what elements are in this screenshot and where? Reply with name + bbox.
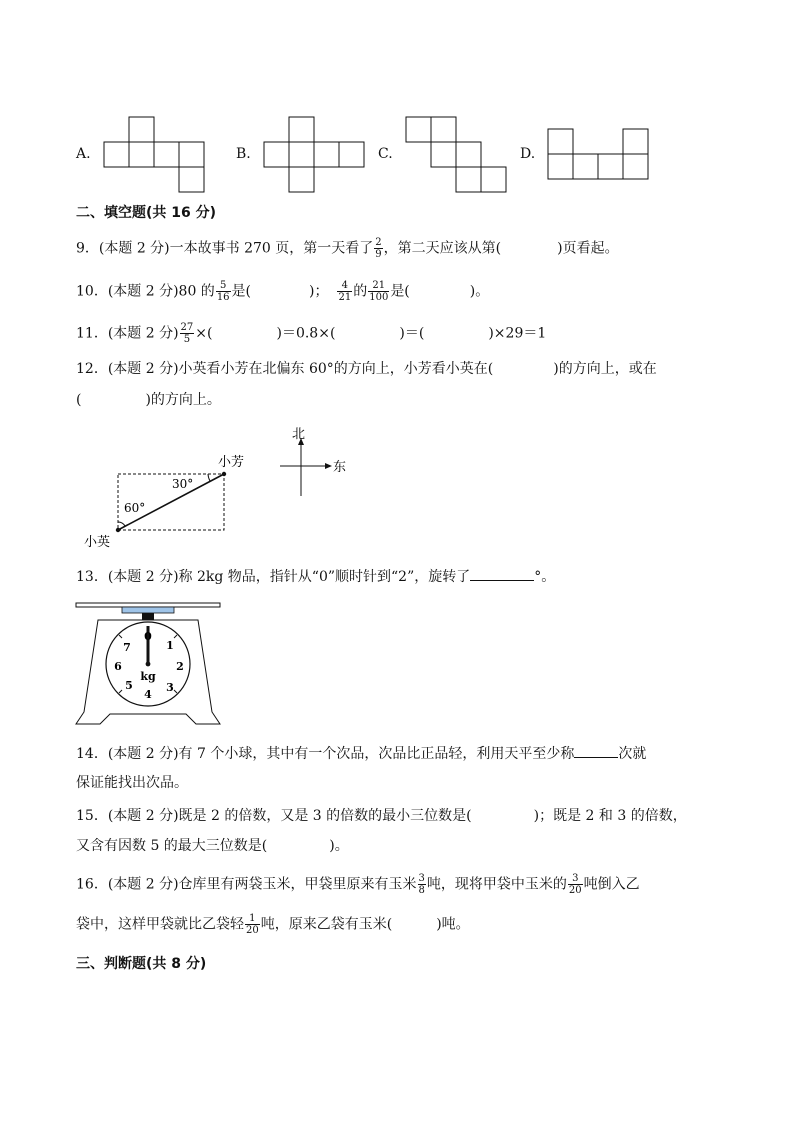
question-12-line-2 <box>76 390 221 410</box>
q10-fraction-1: $\frac{5}{16}$ <box>216 280 230 303</box>
q14-text-1: 14．(本题 2 分)有 7 个小球，其中有一个次品，次品比正品轻，利用天平至少称 <box>76 746 575 762</box>
q16-fraction-1: $\frac{3}{8}$ <box>418 873 425 896</box>
dial-0: 0 <box>144 630 152 643</box>
q13-text-2: °。 <box>534 569 556 585</box>
compass-east-label: 东 <box>333 460 347 475</box>
question-15-line-1 <box>76 806 687 826</box>
question-11 <box>76 322 546 345</box>
option-b-label: B. <box>236 146 251 162</box>
q13-text-1: 13．(本题 2 分)称 2kg 物品，指针从“0”顺时针到“2”，旋转了 <box>76 569 471 585</box>
q15-text-3: 又含有因数 5 的最大三位数是( <box>76 838 268 854</box>
q11-text-1: ×( <box>195 325 213 342</box>
q11-fraction: $\frac{27}{5}$ <box>180 322 194 345</box>
q9-fraction: $\frac{2}{9}$ <box>375 237 382 260</box>
q13-blank[interactable] <box>470 566 534 581</box>
q16-fraction-2: $\frac{3}{20}$ <box>568 873 582 896</box>
q11-text-4: )×29＝1 <box>488 325 547 342</box>
q10-fraction-2: $\frac{4}{21}$ <box>338 280 352 303</box>
q12-text-4: )的方向上。 <box>145 392 221 408</box>
q16-text-1: 16．(本题 2 分)仓库里有两袋玉米，甲袋里原来有玉米 <box>76 876 417 893</box>
cube-net-a <box>100 114 210 196</box>
dial-6: 6 <box>114 660 122 673</box>
question-13 <box>76 566 555 587</box>
q16-text-2: 吨，现将甲袋中玉米的 <box>426 876 567 893</box>
dial-5: 5 <box>125 679 133 692</box>
q10-fraction-3: $\frac{21}{100}$ <box>369 280 389 303</box>
option-a-label: A. <box>76 146 91 162</box>
cube-net-c <box>402 114 512 196</box>
q15-text-4: )。 <box>329 838 349 854</box>
cube-net-b <box>260 114 370 196</box>
q16-text-5: 吨，原来乙袋有玉米( <box>260 916 393 933</box>
section-3-title: 三、判断题(共 8 分) <box>76 956 207 972</box>
q15-text-2: )；既是 2 和 3 的倍数， <box>533 808 687 824</box>
q9-suffix: )页看起。 <box>557 240 619 257</box>
label-xiaoying: 小英 <box>84 535 111 550</box>
question-16-line-1 <box>76 873 640 896</box>
question-16-line-2 <box>76 913 470 936</box>
q12-text-3: ( <box>76 392 82 408</box>
option-d-label: D. <box>520 146 536 162</box>
q10-text-3: 的 <box>353 283 368 300</box>
q10-text-4: 是( <box>390 283 410 300</box>
dial-1: 1 <box>166 639 174 652</box>
question-14-line-1 <box>76 743 646 764</box>
dial-4: 4 <box>144 688 152 701</box>
dial-7: 7 <box>123 641 131 654</box>
dial-2: 2 <box>176 660 184 673</box>
q16-text-3: 吨倒入乙 <box>583 876 640 893</box>
question-14-line-2: 保证能找出次品。 <box>76 775 188 791</box>
q11-text-3: )＝( <box>399 325 425 342</box>
q11-text-2: )＝0.8×( <box>276 325 336 342</box>
cube-net-d <box>544 126 654 186</box>
q9-mid: ，第二天应该从第( <box>383 240 502 257</box>
q16-text-6: )吨。 <box>436 916 470 933</box>
q16-text-4: 袋中，这样甲袋就比乙袋轻 <box>76 916 244 933</box>
q14-blank[interactable] <box>574 743 618 758</box>
question-15-line-2 <box>76 836 349 856</box>
q10-text-1: 是( <box>231 283 252 300</box>
label-xiaofang: 小芳 <box>218 455 245 470</box>
angle-30-label: 30° <box>172 477 194 491</box>
q10-suffix: )。 <box>469 283 490 300</box>
q9-prefix: 9．(本题 2 分)一本故事书 270 页，第一天看了 <box>76 240 374 257</box>
option-c-label: C. <box>378 146 393 162</box>
q12-text-2: )的方向上，或在 <box>553 361 657 377</box>
dial-unit: kg <box>140 670 156 683</box>
direction-diagram <box>80 448 250 552</box>
q10-prefix: 10．(本题 2 分)80 的 <box>76 283 215 300</box>
dial-3: 3 <box>166 681 174 694</box>
q12-text-1: 12．(本题 2 分)小英看小芳在北偏东 60°的方向上，小芳看小英在( <box>76 361 494 377</box>
q11-prefix: 11．(本题 2 分) <box>76 325 179 342</box>
compass-icon <box>276 424 352 498</box>
q15-text-1: 15．(本题 2 分)既是 2 的倍数，又是 3 的倍数的最小三位数是( <box>76 808 472 824</box>
q14-text-2: 次就 <box>618 746 647 762</box>
compass-north-label: 北 <box>292 427 306 442</box>
angle-60-label: 60° <box>124 501 146 515</box>
q16-fraction-3: $\frac{1}{20}$ <box>246 913 259 936</box>
question-12-line-1 <box>76 359 657 379</box>
section-2-title: 二、填空题(共 16 分) <box>76 205 217 221</box>
scale-diagram <box>74 600 224 728</box>
question-10 <box>76 280 489 303</box>
question-9 <box>76 237 619 260</box>
q10-text-2: )； <box>309 283 329 300</box>
